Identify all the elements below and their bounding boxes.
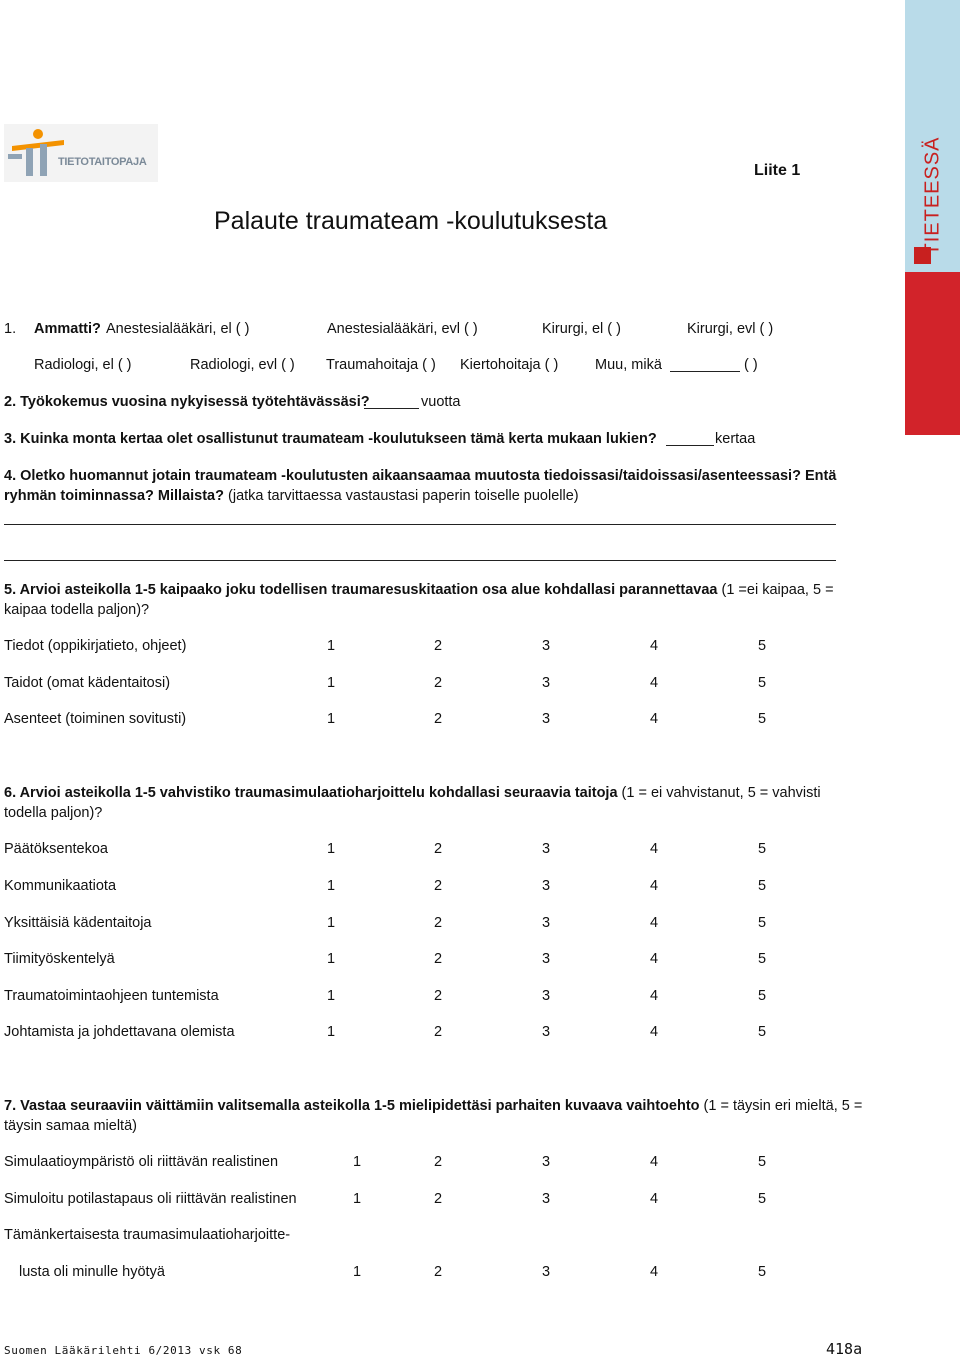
q6-item-label: Tiimityöskentelyä	[4, 951, 115, 967]
scale-2[interactable]: 2	[434, 878, 443, 894]
q5-question	[4, 580, 844, 620]
page-title: Palaute traumateam -koulutuksesta	[214, 207, 608, 235]
q6-item-label: Johtamista ja johdettavana olemista	[4, 1024, 235, 1040]
scale-3[interactable]: 3	[542, 951, 551, 967]
scale-4[interactable]: 4	[650, 638, 659, 654]
q5-question-note: (1 =ei kaipaa, 5 = kaipaa todella paljon)?	[4, 582, 834, 618]
scale-4[interactable]: 4	[650, 915, 659, 931]
scale-5[interactable]: 5	[758, 951, 767, 967]
q1-label: Ammatti?	[34, 321, 101, 337]
q4-question	[4, 466, 844, 506]
q6-item-label: Päätöksentekoa	[4, 841, 108, 857]
scale-3[interactable]: 3	[542, 1154, 551, 1170]
q1-number: 1.	[4, 321, 17, 337]
q4-question-note: (jatka tarvittaessa vastaustasi paperin toiselle puolelle)	[223, 488, 579, 504]
scale-4[interactable]: 4	[650, 1154, 659, 1170]
scale-5[interactable]: 5	[758, 1154, 767, 1170]
q1-option: Kiertohoitaja ( )	[460, 357, 559, 373]
q5-item-label: Tiedot (oppikirjatieto, ohjeet)	[4, 638, 187, 654]
q2-answer-blank[interactable]	[364, 408, 419, 409]
scale-3[interactable]: 3	[542, 638, 551, 654]
q7-question-bold: 7. Vastaa seuraaviin väittämiin valitsemalla asteikolla 1-5 mielipidettäsi parhaiten kuvaava vaihtoehto	[4, 1098, 700, 1114]
scale-1[interactable]: 1	[353, 1154, 362, 1170]
scale-3[interactable]: 3	[542, 915, 551, 931]
q5-item-label: Asenteet (toiminen sovitusti)	[4, 711, 187, 727]
q3-answer-blank[interactable]	[666, 445, 714, 446]
scale-1[interactable]: 1	[327, 988, 336, 1004]
q6-question-note: (1 = ei vahvistanut, 5 = vahvisti todella paljon)?	[4, 785, 821, 821]
scale-1[interactable]: 1	[327, 951, 336, 967]
side-label: TIETEESSÄ	[921, 136, 944, 256]
scale-3[interactable]: 3	[542, 1191, 551, 1207]
appendix-label: Liite 1	[754, 162, 801, 179]
scale-5[interactable]: 5	[758, 1024, 767, 1040]
scale-1[interactable]: 1	[327, 915, 336, 931]
scale-4[interactable]: 4	[650, 1191, 659, 1207]
scale-5[interactable]: 5	[758, 675, 767, 691]
footer-journal: Suomen Lääkärilehti 6/2013 vsk 68	[4, 1344, 243, 1357]
scale-5[interactable]: 5	[758, 915, 767, 931]
scale-5[interactable]: 5	[758, 1191, 767, 1207]
q6-item-label: Traumatoimintaohjeen tuntemista	[4, 988, 219, 1004]
q1-option: Anestesialääkäri, el ( )	[106, 321, 250, 337]
scale-2[interactable]: 2	[434, 638, 443, 654]
q6-question	[4, 783, 844, 823]
side-band-bottom	[905, 272, 960, 435]
q2-question: 2. Työkokemus vuosina nykyisessä työtehtävässäsi?	[4, 394, 370, 410]
q2-unit: vuotta	[421, 394, 461, 410]
q6-question-bold: 6. Arvioi asteikolla 1-5 vahvistiko traumasimulaatioharjoittelu kohdallasi seuraavia taitoja	[4, 785, 618, 801]
scale-1[interactable]: 1	[353, 1264, 362, 1280]
q1-option: Kirurgi, evl ( )	[687, 321, 774, 337]
q4-answer-line[interactable]	[4, 524, 836, 525]
scale-1[interactable]: 1	[327, 711, 336, 727]
scale-3[interactable]: 3	[542, 711, 551, 727]
scale-4[interactable]: 4	[650, 988, 659, 1004]
scale-3[interactable]: 3	[542, 878, 551, 894]
scale-3[interactable]: 3	[542, 675, 551, 691]
scale-2[interactable]: 2	[434, 711, 443, 727]
q1-other-blank[interactable]	[670, 371, 740, 372]
q7-question-note: (1 = täysin eri mieltä, 5 = täysin samaa mieltä)	[4, 1098, 863, 1134]
scale-4[interactable]: 4	[650, 1024, 659, 1040]
scale-4[interactable]: 4	[650, 675, 659, 691]
q7-question	[4, 1096, 864, 1136]
q6-item-label: Yksittäisiä kädentaitoja	[4, 915, 152, 931]
q3-question: 3. Kuinka monta kertaa olet osallistunut traumateam -koulutukseen tämä kerta mukaan lukien?	[4, 431, 657, 447]
q7-item-label: lusta oli minulle hyötyä	[19, 1264, 165, 1280]
scale-2[interactable]: 2	[434, 675, 443, 691]
q7-item-label: Simulaatioympäristö oli riittävän realistinen	[4, 1154, 279, 1170]
scale-3[interactable]: 3	[542, 1264, 551, 1280]
scale-2[interactable]: 2	[434, 951, 443, 967]
scale-3[interactable]: 3	[542, 1024, 551, 1040]
scale-4[interactable]: 4	[650, 711, 659, 727]
scale-2[interactable]: 2	[434, 1024, 443, 1040]
scale-2[interactable]: 2	[434, 915, 443, 931]
scale-4[interactable]: 4	[650, 841, 659, 857]
scale-5[interactable]: 5	[758, 638, 767, 654]
q6-item-label: Kommunikaatiota	[4, 878, 117, 894]
scale-1[interactable]: 1	[327, 1024, 336, 1040]
scale-1[interactable]: 1	[327, 841, 336, 857]
q5-question-bold: 5. Arvioi asteikolla 1-5 kaipaako joku todellisen traumaresuskitaation osa alue kohdallasi parannettavaa	[4, 582, 718, 598]
q4-question-bold: 4. Oletko huomannut jotain traumateam -koulutusten aikaansaamaa muutosta tiedoissasi/taidoissasi/asenteessasi? Entä ryhmän toiminnassa? Millaista?	[4, 468, 837, 504]
logo-text: TIETOTAITOPAJA	[58, 156, 147, 168]
q1-option: Radiologi, evl ( )	[190, 357, 295, 373]
scale-5[interactable]: 5	[758, 1264, 767, 1280]
q1-option: Radiologi, el ( )	[34, 357, 132, 373]
scale-1[interactable]: 1	[327, 638, 336, 654]
scale-5[interactable]: 5	[758, 988, 767, 1004]
scale-1[interactable]: 1	[327, 878, 336, 894]
scale-2[interactable]: 2	[434, 1154, 443, 1170]
q1-other-paren: ( )	[744, 357, 758, 373]
q1-option: Traumahoitaja ( )	[326, 357, 436, 373]
q3-unit: kertaa	[715, 431, 756, 447]
scale-1[interactable]: 1	[353, 1191, 362, 1207]
q1-other-label: Muu, mikä	[595, 357, 662, 373]
scale-5[interactable]: 5	[758, 711, 767, 727]
scale-5[interactable]: 5	[758, 878, 767, 894]
scale-3[interactable]: 3	[542, 988, 551, 1004]
scale-4[interactable]: 4	[650, 1264, 659, 1280]
scale-3[interactable]: 3	[542, 841, 551, 857]
scale-2[interactable]: 2	[434, 841, 443, 857]
scale-2[interactable]: 2	[434, 1191, 443, 1207]
footer-page-number: 418a	[826, 1340, 863, 1358]
q7-item-label: Simuloitu potilastapaus oli riittävän realistinen	[4, 1191, 297, 1207]
scale-5[interactable]: 5	[758, 841, 767, 857]
q1-option: Anestesialääkäri, evl ( )	[327, 321, 478, 337]
scale-4[interactable]: 4	[650, 878, 659, 894]
scale-4[interactable]: 4	[650, 951, 659, 967]
tietotaitopaja-logo	[4, 124, 158, 182]
scale-2[interactable]: 2	[434, 1264, 443, 1280]
q5-item-label: Taidot (omat kädentaitosi)	[4, 675, 171, 691]
scale-2[interactable]: 2	[434, 988, 443, 1004]
q7-item-label: Tämänkertaisesta traumasimulaatioharjoitte-	[4, 1227, 291, 1243]
q1-option: Kirurgi, el ( )	[542, 321, 621, 337]
q4-answer-line[interactable]	[4, 560, 836, 561]
scale-1[interactable]: 1	[327, 675, 336, 691]
